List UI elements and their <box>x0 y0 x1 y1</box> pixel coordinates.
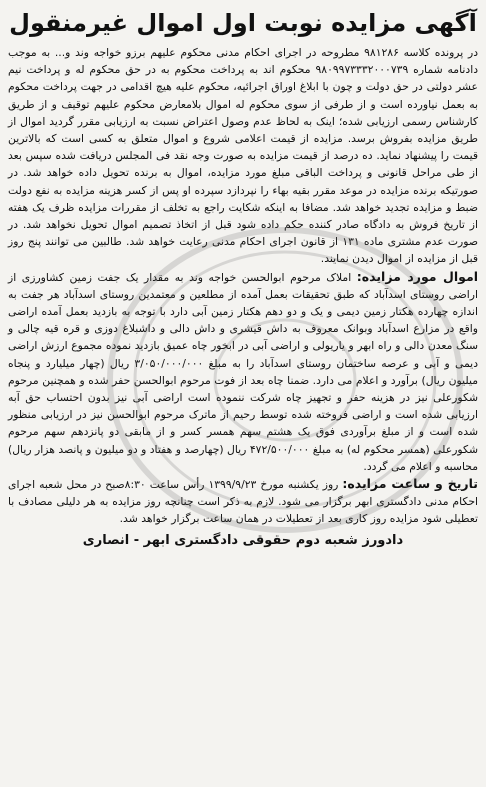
auction-time-description: روز یکشنبه مورخ ۱۳۹۹/۹/۲۳ رأس ساعت ۸:۳۰صبح در محل شعبه اجرای احکام مدنی دادگستری ابهر برگزار می شود. لازم به ذکر است چنانچه روز مزایده به هر دلیلی مصادف با تعطیلی شود مزایده روز کاری بعد از تعطیلات در همان ساعت برگزار خواهد شد. <box>8 478 478 526</box>
notice-body <box>8 44 478 528</box>
notice-paragraph-intro: در پرونده کلاسه ۹۸۱۲۸۶ مطروحه در اجرای احکام مدنی محکوم علیهم برزو خواجه وند و... به موجب دادنامه شماره ۹۸۰۹۹۷۳۳۳۲۰۰۰۷۳۹ محکوم اند به پرداخت محکوم به در حق محکوم له و پرداخت نیم عشر دولتی در حق دولت و چون با ابلاغ اوراق اجرائیه، محکوم علیه هیچ اقدامی در جهت پرداخت محکوم به بعمل نیاورده است و از طرفی از سوی محکوم له اموال بلامعارض محکوم علیهم توقیف و از طریق کارشناس رسمی ارزیابی شده؛ اینک به لحاظ عدم وصول اعتراض نسبت به ارزیابی مقرر گردید اموال از طریق مزایده بفروش برسد. مزایده از قیمت اعلامی شروع و اموال متعلق به کسی است که بالاترین قیمت را پیشنهاد نماید. ده درصد از قیمت مزایده به صورت وجه نقد فی المجلس دریافت شده سپس بعد از طی مراحل قانونی و پرداخت الباقی مبلغ مورد مزایده، اموال به برنده تحویل داده خواهد شد. در صورتیکه برنده مزایده در موعد مقرر بقیه بهاء را نپردازد سپرده او پس از کسر هزینه مزایده به نفع دولت ضبط و مزایده تجدید خواهد شد. مضافا به اینکه شکایت راجع به تخلف از مقررات مزایده ظرف یک هفته از تاریخ فروش به دادگاه صادر کننده حکم داده شود قبل از اتخاذ تصمیم اموال تحویل نخواهد شد. در صورت عدم مشتری ماده ۱۳۱ از قانون اجرای احکام مدنی رعایت خواهد شد. طالبین می توانند پنج روز قبل از مزایده از اموال دیدن نمایند. <box>8 46 479 266</box>
property-heading: اموال مورد مزایده: <box>356 268 478 284</box>
auction-time-heading: تاریخ و ساعت مزایده: <box>342 476 478 492</box>
property-description: املاک مرحوم ابوالحسن خواجه وند به مقدار یک جفت زمین کشاورزی از اراضی روستای اسدآباد که طبق تحقیقات بعمل آمده از مطلعین و معتمدین روستای اسدآباد هر جفت به اندازه چهارده هکتار زمین دیمی و یک و دو دهم هکتار زمین آبی دارد با توجه به بازدید بعمل آمده اراضی واقع در مزارع اسدآباد وبوانک معروف به داش قیشری و داش دالی و داشبلاغ دوزی و قره قیه چالی و سنگ معدن دالی و راه ابهر و یاریولی و اراضی آبی در ابخور چاه عمیق بازدید نموده مجموع ارزش اراضی دیمی و آبی و عرصه ساختمان روستای اسدآباد را به مبلغ ۳/۰۵۰/۰۰۰/۰۰۰ ریال (چهار میلیارد و پنجاه میلیون ریال) برآورد و اعلام می دارد. ضمنا چاه بعد از فوت مرحوم ابوالحسن حفر شده و همچنین مرحوم شکورعلی نیز در هزینه حفر و تجهیز چاه شرکت ننموده است اراضی آبی نیز بدون احتساب حق آبه ارزیابی شده است و اراضی فروخته شده توسط رحیم از ماترک مرحوم ابوالحسن نیز در ارزیابی منظور شده است و از مبلغ برآوردی فوق یک هشتم سهم همسر کسر و از مابقی دو پانزدهم سهم مرحوم شکورعلی (همسر محکوم له) به مبلغ ۴۷۲/۵۰۰/۰۰۰ ریال (چهارصد و هفتاد و دو میلیون و پانصد هزار ریال) محاسبه و اعلام می گردد. <box>8 270 479 473</box>
property-section <box>8 268 478 475</box>
notice-title: آگهی مزایده نوبت اول اموال غیرمنقول <box>9 9 477 37</box>
notice-signature: دادورز شعبه دوم حقوقی دادگستری ابهر - انصاری <box>82 532 404 548</box>
auction-time-section <box>8 475 478 528</box>
